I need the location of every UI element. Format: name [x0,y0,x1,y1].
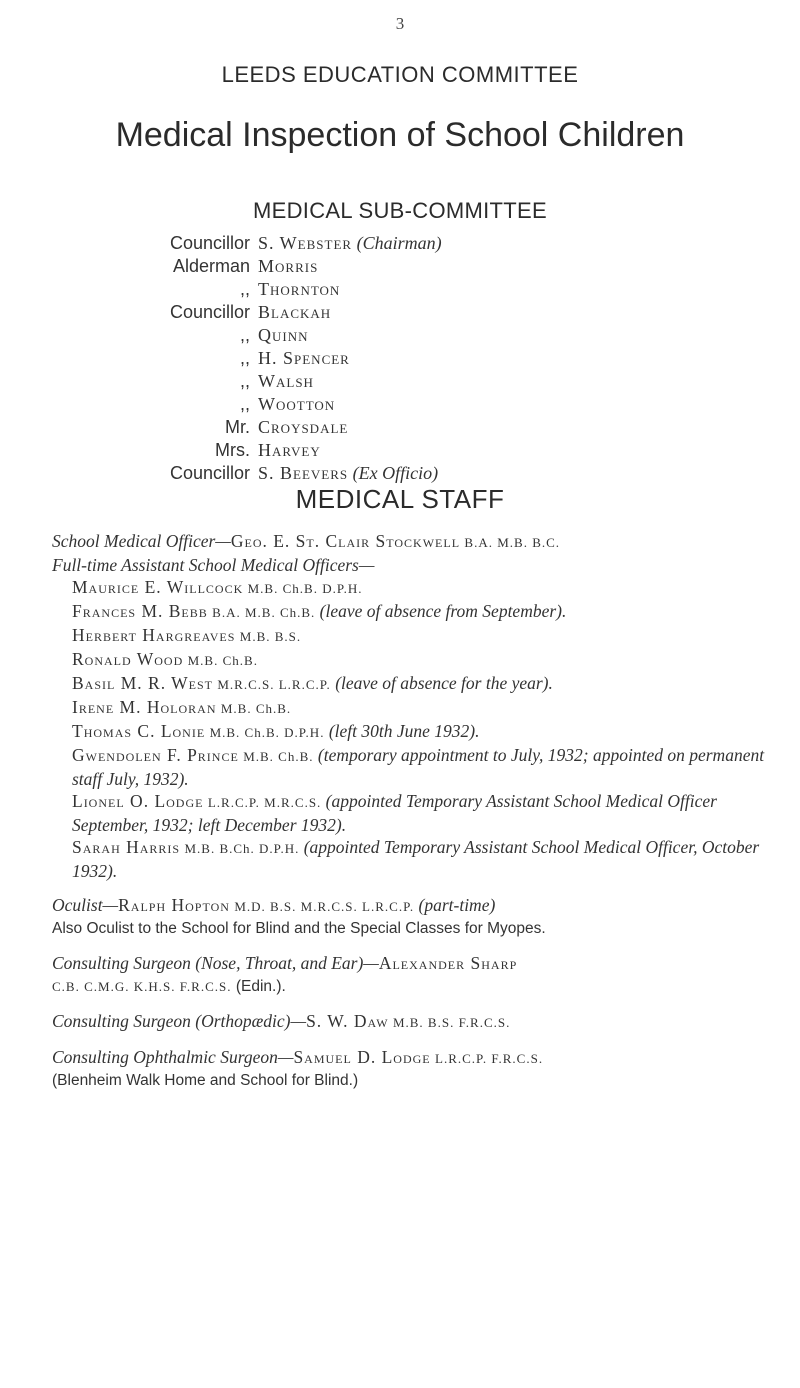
member-row [0,301,800,324]
member-name: H. Spencer [258,348,350,368]
smo-entry [52,530,772,554]
oculist-role: Oculist— [52,895,119,915]
assistant-entry [52,600,772,624]
assistant-name: Gwendolen F. Prince [72,745,239,765]
assistant-entry [52,720,772,744]
committee-heading: LEEDS EDUCATION COMMITTEE [221,62,579,87]
assistant-note: (appointed Temporary Assistant School Medical Officer September, 1932; left December 1932). [72,791,717,835]
member-name: S. Webster [258,233,353,253]
assistant-name: Ronald Wood [72,649,184,669]
member-title: Councillor [169,233,250,253]
smo-role: School Medical Officer— [52,531,231,551]
assistant-quals: M.B. Ch.B. D.P.H. [247,581,363,596]
assistant-entry [52,648,772,672]
ortho-entry [52,1010,772,1034]
member-row [0,232,800,255]
member-title: ,, [239,371,250,391]
member-name: S. Beevers [258,463,349,483]
member-title: ,, [239,348,250,368]
assistant-note: (leave of absence from September). [319,601,567,621]
member-name: Morris [258,256,319,276]
ophth-quals: L.R.C.P. F.R.C.S. [435,1051,544,1066]
member-row [0,278,800,301]
ent-entry [52,952,752,998]
ent-role: Consulting Surgeon (Nose, Throat, and Ear)— [52,953,379,973]
oculist-name: Ralph Hopton [118,895,230,915]
member-title: ,, [239,394,250,414]
assistant-quals: B.A. M.B. Ch.B. [212,605,316,620]
member-list [0,232,800,485]
member-row [0,255,800,278]
assistant-entry [52,696,772,720]
staff-list [52,530,772,1092]
assistant-note: (leave of absence for the year). [335,673,553,693]
oculist-extra: Also Oculist to the School for Blind and the Special Classes for Myopes. [52,920,546,937]
assistant-quals: L.R.C.P. M.R.C.S. [207,795,322,810]
assistant-name: Thomas C. Lonie [72,721,206,741]
subcommittee-heading: MEDICAL SUB-COMMITTEE [253,198,547,223]
assistant-name: Basil M. R. West [72,673,213,693]
member-name: Wootton [258,394,336,414]
assistant-note: (appointed Temporary Assistant School Medical Officer, October 1932). [72,837,760,881]
oculist-note: (part-time) [418,895,496,915]
member-note: (Ex Officio) [352,463,439,483]
document-title: Medical Inspection of School Children [115,116,685,154]
assistant-quals: M.B. Ch.B. [243,749,314,764]
assistant-note: (left 30th June 1932). [328,721,480,741]
assistant-entry [52,576,772,600]
member-row [0,324,800,347]
member-title: Mr. [225,417,250,437]
ophth-name: Samuel D. Lodge [293,1047,431,1067]
oculist-entry [52,894,752,940]
member-title: Councillor [169,463,250,483]
member-name: Harvey [258,440,321,460]
page-number: 3 [395,14,405,33]
smo-quals: B.A. M.B. B.C. [464,535,561,550]
assistant-entry [52,790,772,836]
staff-heading: MEDICAL STAFF [295,484,505,514]
smo-name: Geo. E. St. Clair Stockwell [230,531,461,551]
assistant-quals: M.R.C.S. L.R.C.P. [217,677,331,692]
assistant-quals: M.B. B.Ch. D.P.H. [184,841,300,856]
ophth-extra: (Blenheim Walk Home and School for Blind.) [52,1072,359,1089]
member-row [0,439,800,462]
ent-quals: C.B. C.M.G. K.H.S. F.R.C.S. [52,979,232,994]
member-row [0,416,800,439]
ortho-quals: M.B. B.S. F.R.C.S. [392,1015,511,1030]
member-name: Quinn [258,325,309,345]
assistant-list [52,576,772,882]
assistant-quals: M.B. B.S. [239,629,302,644]
ortho-name: S. W. Daw [306,1011,389,1031]
assistant-quals: M.B. Ch.B. [220,701,292,716]
assistant-name: Herbert Hargreaves [72,625,236,645]
assistant-note: (temporary appointment to July, 1932; appointed on permanent staff July, 1932). [72,745,765,789]
member-title: Alderman [172,256,250,276]
assistant-quals: M.B. Ch.B. D.P.H. [209,725,325,740]
assistant-entry [52,836,772,882]
ophth-entry [52,1046,752,1092]
member-row [0,347,800,370]
ortho-role: Consulting Surgeon (Orthopædic)— [52,1011,307,1031]
assistant-name: Frances M. Bebb [72,601,208,621]
assistant-entry [52,624,772,648]
member-title: ,, [239,279,250,299]
assistant-name: Lionel O. Lodge [72,791,204,811]
member-name: Croysdale [258,417,349,437]
assistant-entry [52,744,772,790]
oculist-quals: M.D. B.S. M.R.C.S. L.R.C.P. [234,899,415,914]
assistant-quals: M.B. Ch.B. [187,653,258,668]
member-row [0,370,800,393]
member-name: Thornton [258,279,341,299]
assistant-name: Sarah Harris [72,837,181,857]
member-title: Mrs. [215,440,250,460]
ophth-role: Consulting Ophthalmic Surgeon— [52,1047,294,1067]
ent-extra: (Edin.). [235,978,286,995]
member-title: ,, [239,325,250,345]
member-note: (Chairman) [356,233,442,253]
assistant-entry [52,672,772,696]
member-name: Blackah [258,302,332,322]
member-name: Walsh [258,371,314,391]
member-row [0,393,800,416]
member-row [0,462,800,485]
member-title: Councillor [169,302,250,322]
assistant-name: Maurice E. Willcock [72,577,244,597]
assistant-name: Irene M. Holoran [72,697,217,717]
fulltime-heading: Full-time Assistant School Medical Officers— [52,555,375,575]
ent-name: Alexander Sharp [378,953,518,973]
